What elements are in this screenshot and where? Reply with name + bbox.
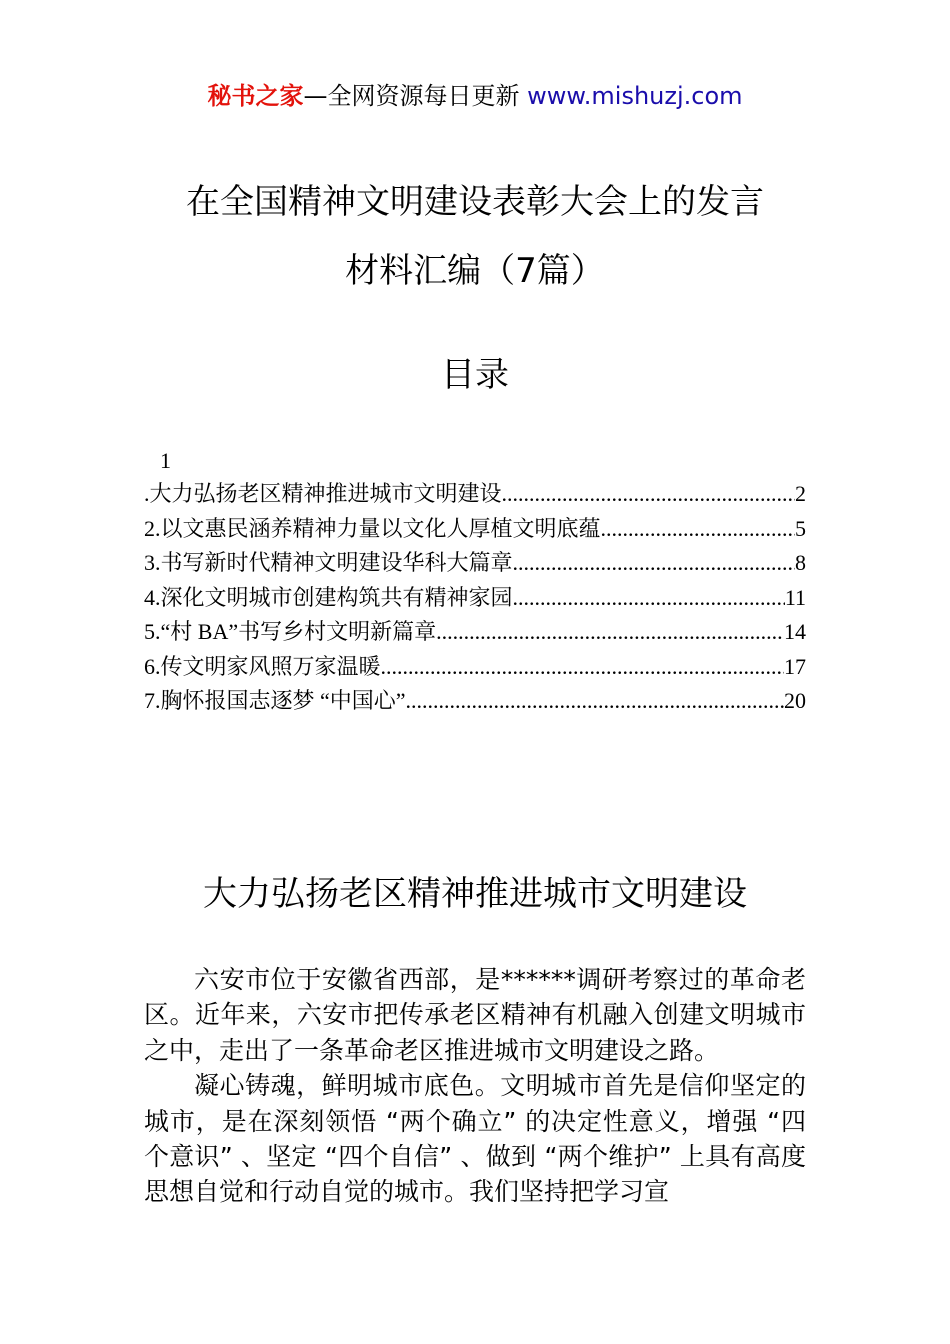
toc-dot-leader — [502, 477, 795, 512]
table-of-contents — [144, 445, 806, 719]
toc-entry-page: 8 — [795, 550, 806, 575]
toc-stray-number: 1 — [160, 448, 171, 473]
toc-entry-label: 6.传文明家风照万家温暖 — [144, 653, 381, 679]
toc-heading: 目录 — [441, 355, 509, 395]
toc-entry-label: 2.以文惠民涵养精神力量以文化人厚植文明底蕴 — [144, 515, 601, 541]
toc-entry-label: 7.胸怀报国志逐梦 “中国心” — [144, 688, 406, 713]
body-paragraph: 六安市位于安徽省西部，是******调研考察过的革命老区。近年来，六安市把传承老区精神有机融入创建文明城市之中，走出了一条革命老区推进城市文明建设之路。 — [144, 965, 806, 1065]
site-url-link[interactable]: www.mishuzj.com — [527, 82, 743, 110]
toc-entry-3[interactable] — [144, 546, 806, 581]
toc-entry-label: 3.书写新时代精神文明建设华科大篇章 — [144, 550, 513, 575]
toc-entry-2[interactable] — [144, 512, 806, 547]
toc-entry-1[interactable] — [144, 477, 806, 512]
toc-dot-leader — [381, 650, 784, 685]
document-title-line-1: 在全国精神文明建设表彰大会上的发言 — [186, 182, 764, 222]
toc-entry-label: .大力弘扬老区精神推进城市文明建设 — [144, 481, 502, 506]
toc-entry-page: 14 — [784, 619, 806, 644]
toc-entry-page: 20 — [784, 688, 806, 713]
toc-entry-label: 4.深化文明城市创建构筑共有精神家园 — [144, 584, 513, 610]
site-tagline: —全网资源每日更新 — [303, 82, 528, 110]
toc-entry-6[interactable] — [144, 650, 806, 685]
toc-dot-leader — [513, 581, 785, 616]
toc-dot-leader — [513, 546, 795, 581]
section-body — [144, 962, 806, 1210]
toc-entry-page: 17 — [784, 653, 806, 679]
toc-dot-leader — [436, 615, 784, 650]
toc-entry-7[interactable] — [144, 684, 806, 719]
toc-dot-leader — [406, 684, 784, 719]
toc-entry-label: 5.“村 BA”书写乡村文明新篇章 — [144, 619, 437, 644]
toc-entry-page: 5 — [795, 515, 806, 541]
toc-entry-page: 11 — [784, 584, 806, 610]
toc-dot-leader — [601, 512, 795, 547]
site-brand-name: 秘书之家 — [207, 82, 304, 110]
toc-entry-4[interactable] — [144, 581, 806, 616]
site-banner — [0, 80, 950, 112]
document-title-line-2: 材料汇编（7篇） — [345, 251, 605, 291]
section-heading: 大力弘扬老区精神推进城市文明建设 — [203, 874, 747, 914]
toc-entry-5[interactable] — [144, 615, 806, 650]
toc-entry-page: 2 — [795, 481, 806, 506]
body-paragraph: 凝心铸魂，鲜明城市底色。文明城市首先是信仰坚定的城市，是在深刻领悟 “两个确立” 的决定性意义，增强 “四个意识” 、坚定 “四个自信” 、做到 “两个维护” 上具有高度思想自觉和行动自觉的城市。我们坚持把学习宣 — [144, 1071, 806, 1207]
